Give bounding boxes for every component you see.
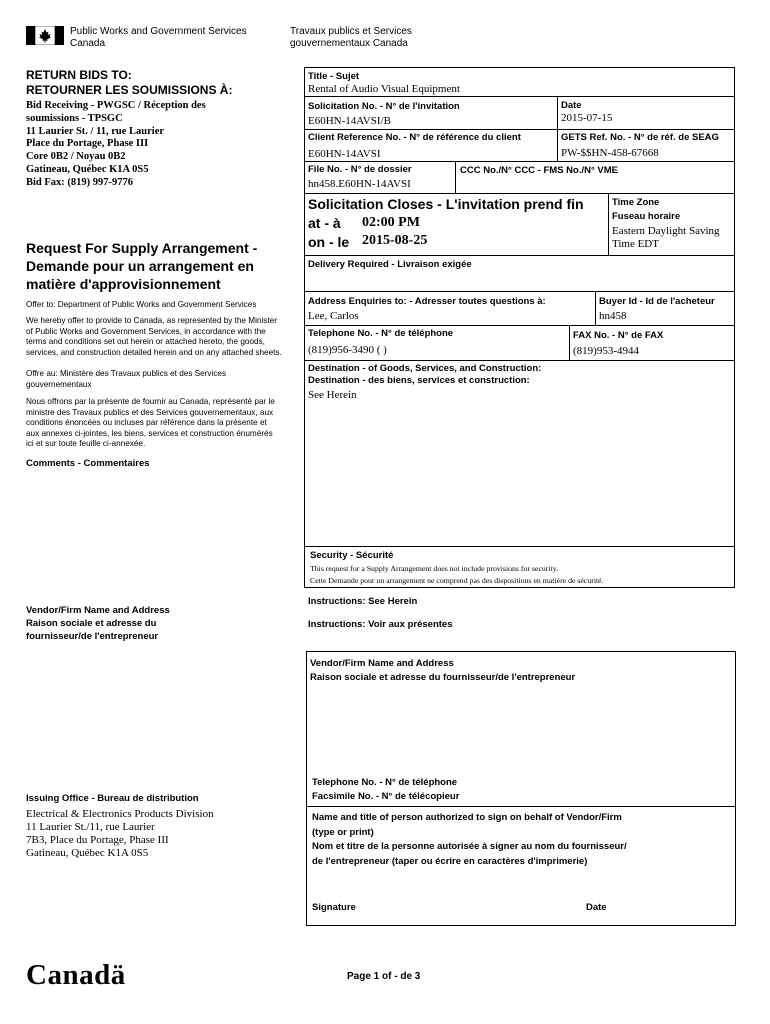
issuing-office-address — [26, 808, 214, 860]
offre-fr-line: conditions énoncées ou incluses par référence dans la présente et — [26, 418, 267, 427]
client-reference-value: E60HN-14AVSI — [308, 148, 381, 160]
offre-fr-line: Nous offrons par la présente de fournir au Canada, représenté par le — [26, 397, 275, 406]
signature-label[interactable]: Signature — [312, 902, 356, 913]
offer-en-line: of Public Works and Government Services, in accordance with the — [26, 326, 266, 336]
offre-fr-line: ministre des Travaux publics et des Services gouvernementaux, aux — [26, 407, 274, 417]
issuing-line: Gatineau, Québec K1A 0S5 — [26, 847, 149, 859]
closing-at-label: at - à — [308, 215, 341, 231]
instructions-fr: Instructions: Voir aux présentes — [308, 619, 453, 630]
page-number: Page 1 of - de 3 — [347, 971, 421, 982]
closing-time-value: 02:00 PM — [362, 215, 420, 230]
delivery-required-label: Delivery Required - Livraison exigée — [308, 259, 472, 270]
buyer-id-label: Buyer Id - Id de l'acheteur — [599, 296, 715, 307]
vendor-box-label-line: Vendor/Firm Name and Address — [310, 658, 454, 669]
address-line: Place du Portage, Phase III — [26, 138, 149, 150]
address-line: Gatineau, Québec K1A 0S5 — [26, 163, 149, 175]
offer-en-line: services, and construction detailed herein and on any attached sheets. — [26, 347, 282, 357]
authorized-signer-label — [312, 811, 627, 869]
destination-value: See Herein — [308, 389, 357, 401]
gets-ref-label: GETS Ref. No. - N° de réf. de SEAG — [561, 132, 719, 143]
date-label: Date — [561, 100, 582, 111]
canada-flag-icon — [26, 26, 64, 45]
offer-en-paragraph — [26, 316, 282, 358]
address-line: Bid Receiving - PWGSC / Réception des — [26, 100, 206, 111]
offre-au-line: Offre au: Ministère des Travaux publics et des Services — [26, 369, 227, 378]
time-zone-value-line: Time EDT — [612, 238, 659, 250]
offre-fr-line: ici et sur toute feuille ci-annexée. — [26, 439, 146, 448]
vendor-firm-label-left — [26, 604, 170, 643]
department-en-line: Public Works and Government Services — [70, 26, 247, 37]
department-fr-line: Travaux publics et Services — [290, 26, 412, 37]
file-no-value: hn458.E60HN-14AVSI — [308, 178, 411, 190]
canada-wordmark: Canadä — [26, 959, 126, 991]
time-zone-label-line: Time Zone — [612, 197, 660, 208]
offer-en-line: terms and conditions set out herein or attached hereto, the goods, — [26, 337, 265, 346]
return-bids-heading — [26, 68, 232, 98]
offre-fr-paragraph — [26, 397, 275, 450]
bid-fax-line: Bid Fax: (819) 997-9776 — [26, 176, 134, 188]
signature-date-label[interactable]: Date — [586, 902, 607, 913]
time-zone-label — [612, 196, 680, 224]
department-en-line: Canada — [70, 38, 106, 49]
department-name-fr — [290, 26, 412, 50]
vendor-facsimile-label[interactable]: Facsimile No. - N° de télécopieur — [312, 791, 460, 802]
return-bids-title-en: RETURN BIDS TO: — [26, 68, 132, 82]
address-line: Core 0B2 / Noyau 0B2 — [26, 151, 126, 163]
address-line: 11 Laurier St. / 11, rue Laurier — [26, 125, 165, 137]
vendor-firm-label — [310, 657, 575, 685]
vendor-label-line: fournisseur/de l'entrepreneur — [26, 631, 159, 642]
time-zone-value — [612, 225, 720, 251]
address-enquiries-label: Address Enquiries to: - Adresser toutes questions à: — [308, 296, 546, 307]
offre-au-text — [26, 369, 226, 390]
destination-label-line: Destination - of Goods, Services, and Construction: — [308, 363, 542, 374]
solicitation-closes-title: Solicitation Closes - L'invitation prend fin — [308, 196, 584, 212]
title-label: Title - Sujet — [308, 71, 360, 82]
closing-date-value: 2015-08-25 — [362, 233, 428, 248]
vendor-label-line: Raison sociale et adresse du — [26, 618, 157, 629]
destination-label — [308, 363, 541, 387]
comments-label: Comments - Commentaires — [26, 458, 150, 469]
security-label: Security - Sécurité — [310, 550, 394, 561]
department-name-en — [70, 26, 247, 50]
vendor-label-line: Vendor/Firm Name and Address — [26, 605, 170, 616]
issuing-line: 7B3, Place du Portage, Phase III — [26, 834, 169, 846]
request-title — [26, 239, 257, 293]
authorized-signer-line: Name and title of person authorized to sign on behalf of Vendor/Firm — [312, 812, 622, 823]
department-fr-line: gouvernementaux Canada — [290, 38, 408, 49]
fax-label: FAX No. - N° de FAX — [573, 330, 664, 341]
request-title-line: Demande pour un arrangement en — [26, 258, 254, 274]
offer-to-text: Offer to: Department of Public Works and Government Services — [26, 300, 257, 309]
date-value: 2015-07-15 — [561, 112, 613, 124]
request-title-line: matière d'approvisionnement — [26, 276, 221, 292]
security-text-en: This request for a Supply Arrangement does not include provisions for security. — [310, 564, 559, 573]
closing-on-label: on - le — [308, 234, 350, 250]
solicitation-no-value: E60HN-14AVSI/B — [308, 115, 391, 127]
return-bids-address — [26, 100, 206, 190]
fax-value: (819)953-4944 — [573, 345, 639, 357]
authorized-signer-line: (type or print) — [312, 826, 374, 838]
time-zone-value-line: Eastern Daylight Saving — [612, 225, 720, 237]
solicitation-no-label: Solicitation No. - N° de l'invitation — [308, 101, 460, 112]
return-bids-title-fr: RETOURNER LES SOUMISSIONS À: — [26, 83, 233, 97]
client-reference-label: Client Reference No. - N° de référence du client — [308, 132, 521, 143]
title-value: Rental of Audio Visual Equipment — [308, 83, 460, 95]
instructions-en: Instructions: See Herein — [308, 596, 418, 607]
offer-en-line: We hereby offer to provide to Canada, as represented by the Minister — [26, 316, 277, 325]
issuing-line: Electrical & Electronics Products Division — [26, 808, 214, 820]
telephone-label: Telephone No. - N° de téléphone — [308, 328, 454, 339]
ccc-no-label: CCC No./N° CCC - FMS No./N° VME — [460, 165, 619, 176]
gets-ref-value: PW-$$HN-458-67668 — [561, 147, 659, 159]
address-enquiries-value: Lee, Carlos — [308, 310, 359, 322]
security-text-fr: Cette Demande pour un arrangement ne comprend pas des dispositions en matière de sécurité. — [310, 576, 604, 585]
vendor-box-label-line: Raison sociale et adresse du fournisseur/de l'entrepreneur — [310, 672, 576, 683]
destination-label-line: Destination - des biens, services et construction: — [308, 375, 530, 386]
issuing-line: 11 Laurier St./11, rue Laurier — [26, 821, 155, 833]
request-title-line: Request For Supply Arrangement - — [26, 240, 258, 256]
buyer-id-value: hn458 — [599, 310, 627, 322]
authorized-signer-line: de l'entrepreneur (taper ou écrire en caractères d'imprimerie) — [312, 855, 588, 867]
telephone-value: (819)956-3490 ( ) — [308, 344, 387, 356]
address-line: soumissions - TPSGC — [26, 112, 123, 124]
time-zone-label-line: Fuseau horaire — [612, 211, 681, 222]
authorized-signer-line: Nom et titre de la personne autorisée à signer au nom du fournisseur/ — [312, 841, 627, 852]
vendor-telephone-label[interactable]: Telephone No. - N° de téléphone — [312, 777, 458, 788]
offre-au-line: gouvernementaux — [26, 379, 92, 389]
issuing-office-label: Issuing Office - Bureau de distribution — [26, 793, 199, 804]
offre-fr-line: aux annexes ci-jointes, les biens, services et construction énumérés — [26, 428, 273, 438]
file-no-label: File No. - N° de dossier — [308, 164, 412, 175]
